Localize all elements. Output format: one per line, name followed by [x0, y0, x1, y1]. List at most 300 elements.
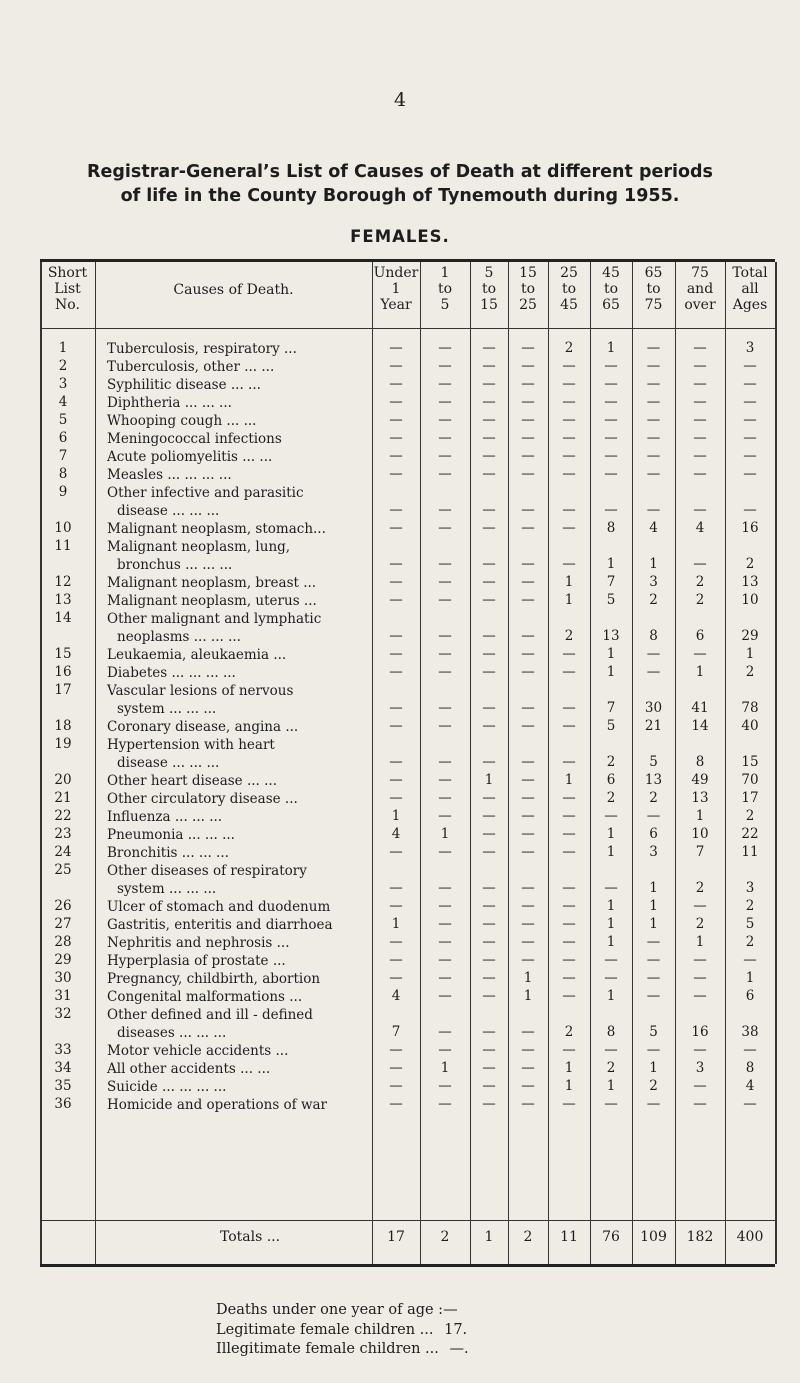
value-cell: — [646, 1096, 661, 1112]
value-cell: — [482, 1078, 496, 1094]
cause-line: Other diseases of respiratory [107, 863, 307, 879]
value-cell: — [482, 700, 496, 716]
column-header-line: 45 [602, 265, 620, 281]
value-cell: 22 [741, 826, 759, 842]
column-header [548, 265, 590, 313]
subtitle: FEMALES. [350, 227, 450, 246]
cause-line: Hyperplasia of prostate ... [107, 953, 286, 969]
cause-line: Whooping cough ... ... [107, 413, 257, 429]
value-cell: — [482, 718, 496, 734]
value-cell: 2 [606, 1060, 616, 1076]
value-cell: — [521, 430, 535, 446]
value-cell: 2 [695, 574, 705, 590]
value-cell: 1 [564, 1078, 574, 1094]
value-cell: — [521, 592, 535, 608]
cause-line: Nephritis and nephrosis ... [107, 935, 290, 951]
value-cell: — [482, 1096, 496, 1112]
value-cell: — [562, 376, 576, 392]
value-cell: — [438, 502, 452, 518]
value-cell: — [482, 664, 496, 680]
value-cell: — [389, 1042, 403, 1058]
value-cell: — [562, 1042, 576, 1058]
value-cell: 5 [649, 1024, 658, 1040]
row-number: 5 [58, 412, 68, 428]
column-header-line: 1 [440, 265, 450, 281]
value-cell: — [482, 448, 496, 464]
value-cell: — [389, 718, 403, 734]
column-header-line: to [481, 281, 497, 297]
value-cell: 13 [691, 790, 709, 806]
value-cell: — [438, 1024, 452, 1040]
value-cell: 1 [391, 808, 401, 824]
value-cell: — [521, 844, 535, 860]
value-cell: — [438, 340, 452, 356]
row-number: 7 [58, 448, 68, 464]
value-cell: — [646, 952, 661, 968]
value-cell: — [482, 880, 496, 896]
value-cell: 4 [391, 988, 401, 1004]
value-cell: — [521, 934, 535, 950]
value-cell: — [743, 1042, 757, 1058]
cause-line: system ... ... ... [117, 881, 217, 897]
value-cell: — [438, 430, 452, 446]
cause-of-death [107, 520, 369, 538]
row-number: 15 [54, 646, 72, 662]
value-cell: — [389, 1096, 403, 1112]
cause-of-death [107, 358, 369, 376]
value-cell: — [521, 394, 535, 410]
value-cell: — [521, 664, 535, 680]
value-cell: — [562, 790, 576, 806]
value-cell: — [438, 574, 452, 590]
value-cell: — [389, 844, 403, 860]
column-header-line: 45 [560, 297, 578, 313]
footer-legitimate-value: 17. [444, 1322, 468, 1338]
value-cell: 1 [745, 970, 755, 986]
value-cell: — [438, 772, 452, 788]
row-number: 13 [54, 592, 72, 608]
value-cell: — [389, 646, 403, 662]
value-cell: 70 [741, 772, 759, 788]
value-cell: 7 [606, 700, 616, 716]
value-cell: 1 [649, 916, 658, 932]
value-cell: — [438, 988, 452, 1004]
column-header-line: Year [380, 297, 412, 313]
column-header [675, 265, 725, 313]
value-cell: 2 [745, 808, 755, 824]
value-cell: — [438, 916, 452, 932]
value-cell: 1 [564, 574, 574, 590]
value-cell: 1 [649, 880, 658, 896]
value-cell: — [521, 466, 535, 482]
value-cell: 10 [741, 592, 759, 608]
value-cell: — [646, 934, 661, 950]
value-cell: — [646, 430, 661, 446]
value-cell: — [693, 412, 707, 428]
value-cell: 2 [564, 1024, 574, 1040]
row-number: 2 [58, 358, 68, 374]
value-cell: — [743, 394, 757, 410]
cause-of-death [107, 340, 369, 358]
value-cell: 7 [606, 574, 616, 590]
value-cell: 1 [649, 1060, 658, 1076]
value-cell: — [562, 718, 576, 734]
value-cell: — [482, 1042, 496, 1058]
value-cell: — [521, 880, 535, 896]
value-cell: 2 [649, 790, 658, 806]
cause-line: Motor vehicle accidents ... [107, 1043, 289, 1059]
cause-line: Leukaemia, aleukaemia ... [107, 647, 287, 663]
value-cell: — [438, 376, 452, 392]
value-cell: — [562, 916, 576, 932]
value-cell: — [562, 880, 576, 896]
value-cell: — [482, 574, 496, 590]
column-header-line: 75 [691, 265, 709, 281]
column-header-line: 15 [519, 265, 537, 281]
cause-line: Suicide ... ... ... ... [107, 1079, 227, 1095]
value-cell: — [438, 556, 452, 572]
value-cell: 1 [606, 826, 616, 842]
cause-of-death [107, 952, 369, 970]
value-cell: — [562, 430, 576, 446]
total-cell: 182 [686, 1229, 714, 1245]
cause-of-death [107, 664, 369, 682]
cause-line: Other malignant and lymphatic [107, 611, 322, 627]
value-cell: — [389, 790, 403, 806]
value-cell: 1 [606, 664, 616, 680]
value-cell: — [389, 466, 403, 482]
row-number: 20 [54, 772, 72, 788]
value-cell: — [438, 520, 452, 536]
total-cell: 109 [640, 1229, 667, 1245]
value-cell: — [521, 628, 535, 644]
value-cell: — [743, 952, 757, 968]
value-cell: — [693, 448, 707, 464]
page-number: 4 [393, 89, 407, 111]
value-cell: 5 [649, 754, 658, 770]
value-cell: — [482, 1060, 496, 1076]
value-cell: — [521, 700, 535, 716]
value-cell: — [438, 700, 452, 716]
cause-of-death [107, 538, 369, 574]
column-divider [40, 262, 42, 1264]
value-cell: — [521, 754, 535, 770]
value-cell: — [646, 448, 661, 464]
column-header-line: 15 [480, 297, 498, 313]
column-header-line: to [437, 281, 453, 297]
value-cell: — [646, 664, 661, 680]
value-cell: — [438, 394, 452, 410]
value-cell: — [562, 952, 576, 968]
row-number: 9 [58, 484, 68, 500]
value-cell: — [482, 358, 496, 374]
column-header-line: 5 [440, 297, 450, 313]
value-cell: 16 [691, 1024, 709, 1040]
value-cell: — [389, 664, 403, 680]
value-cell: — [604, 880, 618, 896]
value-cell: — [438, 412, 452, 428]
value-cell: 2 [564, 340, 574, 356]
value-cell: — [438, 952, 452, 968]
value-cell: — [389, 628, 403, 644]
value-cell: 1 [606, 1078, 616, 1094]
value-cell: — [521, 1042, 535, 1058]
column-header-line: to [520, 281, 536, 297]
column-header-line: 5 [484, 265, 494, 281]
row-number: 25 [54, 862, 72, 878]
value-cell: 5 [745, 916, 755, 932]
value-cell: — [521, 574, 535, 590]
value-cell: — [521, 448, 535, 464]
column-header-line: 25 [519, 297, 537, 313]
cause-line: Congenital malformations ... [107, 989, 303, 1005]
value-cell: 8 [695, 754, 705, 770]
value-cell: 2 [606, 754, 616, 770]
total-cell: 76 [602, 1229, 620, 1245]
value-cell: 3 [745, 880, 755, 896]
value-cell: — [482, 808, 496, 824]
value-cell: — [562, 934, 576, 950]
value-cell: 2 [695, 916, 705, 932]
value-cell: — [521, 1024, 535, 1040]
value-cell: — [389, 556, 403, 572]
cause-line: All other accidents ... ... [107, 1061, 271, 1077]
value-cell: — [438, 592, 452, 608]
value-cell: 13 [644, 772, 663, 788]
totals-rule [40, 1220, 775, 1221]
footer-legitimate-label: Legitimate female children ... [216, 1322, 434, 1338]
value-cell: — [646, 970, 661, 986]
value-cell: — [743, 358, 757, 374]
cause-of-death [107, 934, 369, 952]
column-header [590, 265, 632, 313]
value-cell: — [482, 754, 496, 770]
column-header-line: to [646, 281, 661, 297]
cause-of-death [107, 826, 369, 844]
value-cell: 1 [606, 646, 616, 662]
table-top-rule [40, 259, 775, 262]
total-cell: 1 [484, 1229, 494, 1245]
value-cell: — [562, 646, 576, 662]
value-cell: 2 [649, 1078, 658, 1094]
value-cell: 2 [564, 628, 574, 644]
row-number: 21 [54, 790, 72, 806]
column-header-line: all [741, 281, 759, 297]
cause-line: Measles ... ... ... ... [107, 467, 232, 483]
value-cell: — [521, 772, 535, 788]
column-header-line: Ages [732, 297, 768, 313]
row-number: 17 [54, 682, 72, 698]
cause-line: Gastritis, enteritis and diarrhoea [107, 917, 333, 933]
cause-of-death [107, 646, 369, 664]
value-cell: — [521, 1078, 535, 1094]
footer-illegitimate-label: Illegitimate female children ... [216, 1341, 439, 1357]
value-cell: — [482, 790, 496, 806]
row-number: 27 [54, 916, 72, 932]
value-cell: — [646, 808, 661, 824]
cause-of-death [107, 844, 369, 862]
cause-of-death [107, 466, 369, 484]
row-number: 16 [54, 664, 72, 680]
value-cell: — [389, 898, 403, 914]
cause-of-death [107, 430, 369, 448]
value-cell: — [521, 556, 535, 572]
value-cell: — [438, 646, 452, 662]
value-cell: 1 [564, 772, 574, 788]
cause-of-death [107, 610, 369, 646]
footer-heading: Deaths under one year of age :— [216, 1302, 458, 1318]
table-bottom-rule [40, 1264, 775, 1267]
value-cell: — [389, 574, 403, 590]
value-cell: — [693, 646, 707, 662]
cause-line: Acute poliomyelitis ... ... [107, 449, 273, 465]
value-cell: — [521, 808, 535, 824]
value-cell: — [604, 376, 618, 392]
row-number: 8 [58, 466, 68, 482]
value-cell: — [389, 754, 403, 770]
value-cell: — [693, 1078, 707, 1094]
total-cell: 17 [387, 1229, 405, 1245]
column-header-line: 65 [602, 297, 620, 313]
value-cell: 8 [606, 520, 616, 536]
value-cell: — [743, 376, 757, 392]
column-header-line: 65 [644, 265, 663, 281]
value-cell: — [693, 502, 707, 518]
cause-of-death [107, 1042, 369, 1060]
value-cell: — [693, 340, 707, 356]
row-number: 3 [58, 376, 68, 392]
value-cell: — [604, 394, 618, 410]
cause-of-death [107, 862, 369, 898]
total-cell: 2 [440, 1229, 450, 1245]
value-cell: — [743, 430, 757, 446]
value-cell: — [389, 952, 403, 968]
value-cell: 1 [606, 340, 616, 356]
row-number: 32 [54, 1006, 72, 1022]
header-rule [40, 328, 775, 329]
value-cell: 4 [649, 520, 658, 536]
value-cell: — [521, 718, 535, 734]
value-cell: 3 [649, 844, 658, 860]
cause-of-death [107, 718, 369, 736]
value-cell: — [438, 970, 452, 986]
row-number: 24 [54, 844, 72, 860]
value-cell: 1 [440, 826, 450, 842]
row-number: 34 [54, 1060, 72, 1076]
value-cell: — [604, 970, 618, 986]
value-cell: 10 [691, 826, 709, 842]
value-cell: — [521, 646, 535, 662]
value-cell: — [438, 754, 452, 770]
title-line-1: Registrar-General’s List of Causes of Death at different periods [87, 162, 713, 182]
row-number: 10 [54, 520, 72, 536]
value-cell: — [604, 430, 618, 446]
value-cell: — [438, 664, 452, 680]
cause-line: disease ... ... ... [117, 755, 220, 771]
value-cell: — [646, 646, 661, 662]
cause-of-death [107, 412, 369, 430]
value-cell: 7 [391, 1024, 401, 1040]
column-header [632, 265, 675, 313]
cause-line: system ... ... ... [117, 701, 217, 717]
cause-of-death [107, 898, 369, 916]
cause-line: Malignant neoplasm, uterus ... [107, 593, 317, 609]
value-cell: — [482, 646, 496, 662]
value-cell: 1 [564, 1060, 574, 1076]
value-cell: 4 [745, 1078, 755, 1094]
value-cell: — [562, 844, 576, 860]
cause-line: Hypertension with heart [107, 737, 275, 753]
value-cell: — [389, 358, 403, 374]
cause-of-death [107, 1006, 369, 1042]
cause-line: Diphtheria ... ... ... [107, 395, 232, 411]
value-cell: — [646, 358, 661, 374]
value-cell: 1 [695, 664, 705, 680]
cause-line: Other infective and parasitic [107, 485, 304, 501]
value-cell: 17 [741, 790, 759, 806]
value-cell: 7 [695, 844, 705, 860]
value-cell: 1 [606, 898, 616, 914]
value-cell: — [604, 502, 618, 518]
cause-of-death [107, 970, 369, 988]
value-cell: 13 [741, 574, 759, 590]
value-cell: — [482, 430, 496, 446]
cause-of-death [107, 790, 369, 808]
value-cell: — [482, 898, 496, 914]
value-cell: — [482, 412, 496, 428]
value-cell: 38 [741, 1024, 759, 1040]
value-cell: — [562, 700, 576, 716]
cause-line: Ulcer of stomach and duodenum [107, 899, 331, 915]
cause-line: Other defined and ill - defined [107, 1007, 313, 1023]
value-cell: — [438, 898, 452, 914]
value-cell: — [743, 412, 757, 428]
value-cell: 49 [691, 772, 709, 788]
value-cell: — [562, 808, 576, 824]
row-number: 4 [58, 394, 68, 410]
row-number: 33 [54, 1042, 72, 1058]
value-cell: — [693, 952, 707, 968]
value-cell: — [389, 700, 403, 716]
value-cell: — [743, 466, 757, 482]
value-cell: — [562, 520, 576, 536]
value-cell: — [562, 448, 576, 464]
value-cell: 1 [440, 1060, 450, 1076]
value-cell: — [693, 1042, 707, 1058]
cause-line: Meningococcal infections [107, 431, 282, 447]
value-cell: 6 [649, 826, 658, 842]
cause-of-death [107, 376, 369, 394]
cause-of-death [107, 484, 369, 520]
row-number: 29 [54, 952, 72, 968]
value-cell: 8 [606, 1024, 616, 1040]
value-cell: — [646, 376, 661, 392]
cause-of-death [107, 988, 369, 1006]
value-cell: — [482, 340, 496, 356]
total-cell: 2 [523, 1229, 533, 1245]
cause-line: Malignant neoplasm, lung, [107, 539, 291, 555]
value-cell: 1 [695, 808, 705, 824]
cause-line: Other heart disease ... ... [107, 773, 277, 789]
value-cell: — [562, 1096, 576, 1112]
value-cell: — [438, 1078, 452, 1094]
cause-line: Pregnancy, childbirth, abortion [107, 971, 321, 987]
value-cell: 40 [741, 718, 759, 734]
total-cell: 11 [560, 1229, 578, 1245]
value-cell: — [604, 808, 618, 824]
value-cell: — [604, 466, 618, 482]
value-cell: — [389, 448, 403, 464]
